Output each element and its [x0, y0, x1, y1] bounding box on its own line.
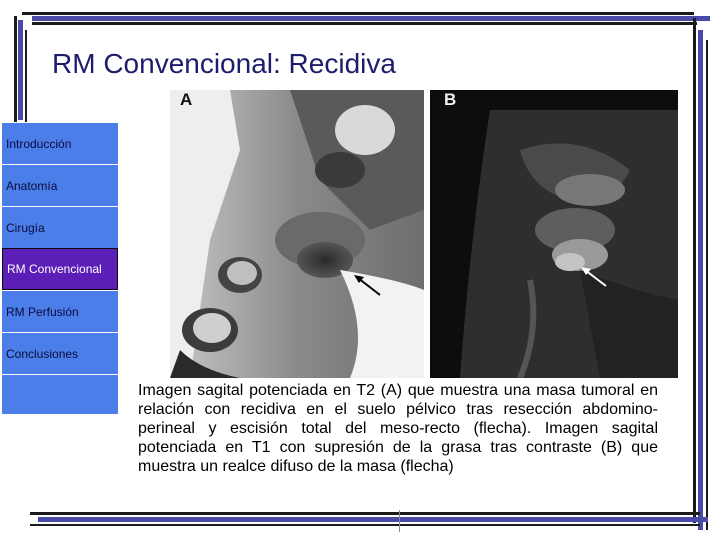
- nav-item-anatomia[interactable]: Anatomía: [2, 164, 118, 206]
- nav-item-empty: [2, 374, 118, 414]
- nav-item-rm-convencional[interactable]: RM Convencional: [2, 248, 118, 290]
- frame-right-line-inner: [706, 40, 708, 530]
- frame-top-line: [22, 12, 694, 15]
- nav-item-introduccion[interactable]: Introducción: [2, 122, 118, 164]
- mri-image-a: [170, 90, 424, 378]
- nav-item-conclusiones[interactable]: Conclusiones: [2, 332, 118, 374]
- nav-item-rm-perfusion[interactable]: RM Perfusión: [2, 290, 118, 332]
- frame-bottom-bar: [38, 517, 708, 522]
- mri-image-b: [430, 90, 678, 378]
- image-caption: Imagen sagital potenciada en T2 (A) que muestra una masa tumoral en relación con recidiva en el suelo pélvico tras resección abdomino-perineal y escisión total del meso-recto (flecha). Imagen sagital potenciada en T1 con supresión de la grasa tras contraste (B) que muestra un realce difuso de la masa (flecha): [138, 382, 658, 475]
- frame-left-line-inner: [25, 30, 27, 125]
- sidebar-nav: [2, 122, 118, 414]
- frame-right-line: [693, 18, 696, 523]
- frame-top-bar: [32, 16, 710, 21]
- frame-bottom-line: [30, 512, 700, 515]
- nav-item-cirugia[interactable]: Cirugía: [2, 206, 118, 248]
- slide-title: RM Convencional: Recidiva: [52, 48, 396, 79]
- frame-left-bar: [18, 20, 23, 120]
- image-a-label: A: [180, 90, 193, 109]
- image-b-label: B: [444, 90, 457, 109]
- frame-bottom-tick: [399, 510, 400, 532]
- frame-top-line-inner: [32, 22, 697, 25]
- frame-right-bar: [698, 30, 703, 530]
- frame-bottom-line-inner: [30, 524, 700, 526]
- frame-left-line: [14, 16, 17, 136]
